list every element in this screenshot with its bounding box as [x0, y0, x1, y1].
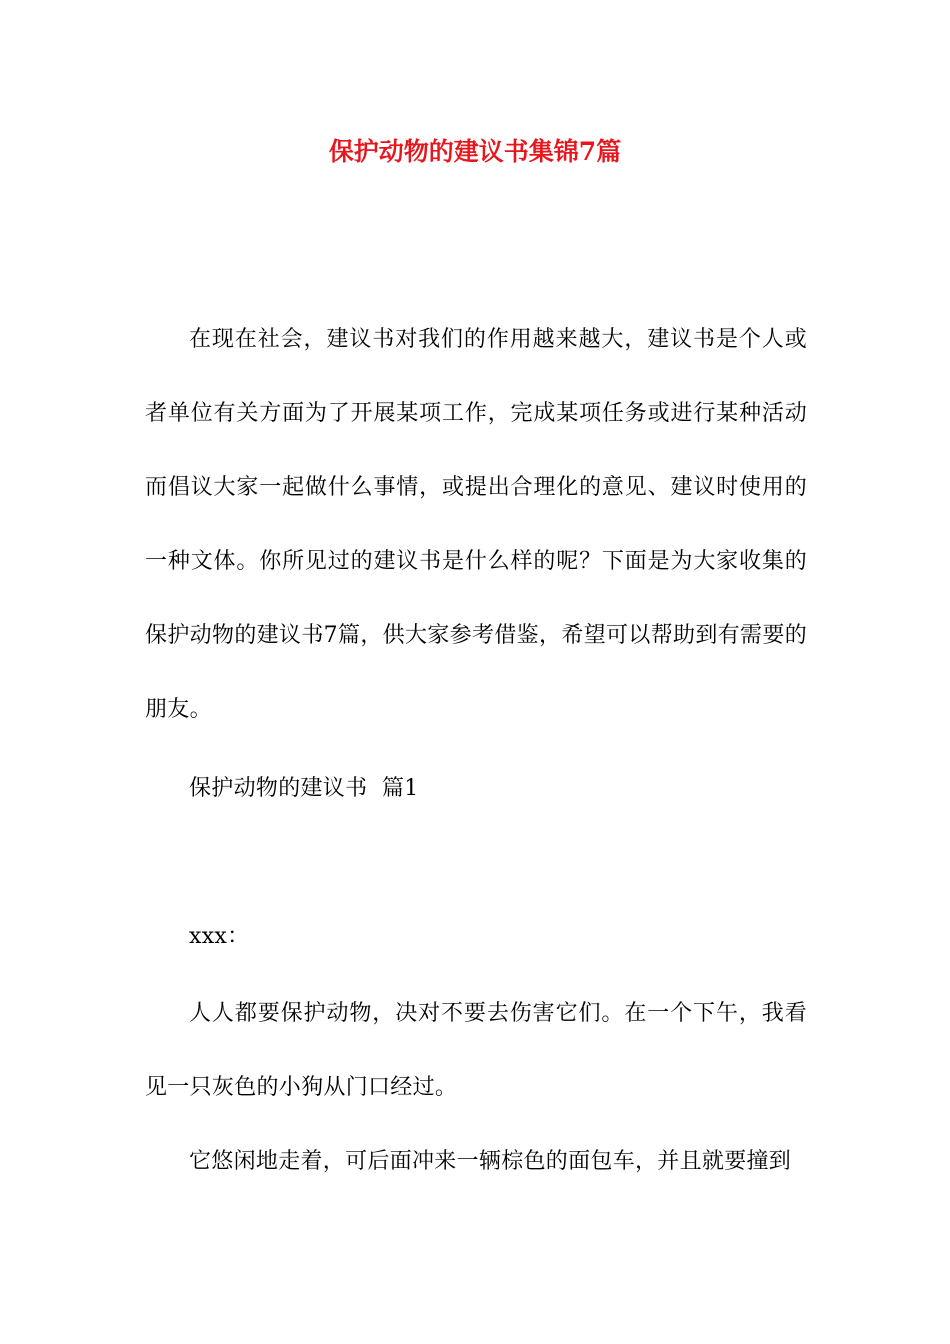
document-title: 保护动物的建议书集锦7篇	[328, 137, 622, 166]
salutation: xxx：	[189, 924, 250, 949]
section-heading: 保护动物的建议书 篇1	[189, 776, 419, 801]
intro-paragraph: 在现在社会，建议书对我们的作用越来越大，建议书是个人或者单位有关方面为了开展某项工作，完成某项任务或进行某种活动而倡议大家一起做什么事情，或提出合理化的意见、建议时使用的一种文体。你所见过的建议书是什么样的呢？下面是为大家收集的保护动物的建议书7篇，供大家参考借鉴，希望可以帮助到有需要的朋友。	[145, 327, 807, 722]
body-paragraph: 人人都要保护动物，决对不要去伤害它们。在一个下午，我看见一只灰色的小狗从门口经过。	[145, 1001, 807, 1100]
body-paragraph: 它悠闲地走着，可后面冲来一辆棕色的面包车，并且就要撞到	[189, 1149, 792, 1174]
